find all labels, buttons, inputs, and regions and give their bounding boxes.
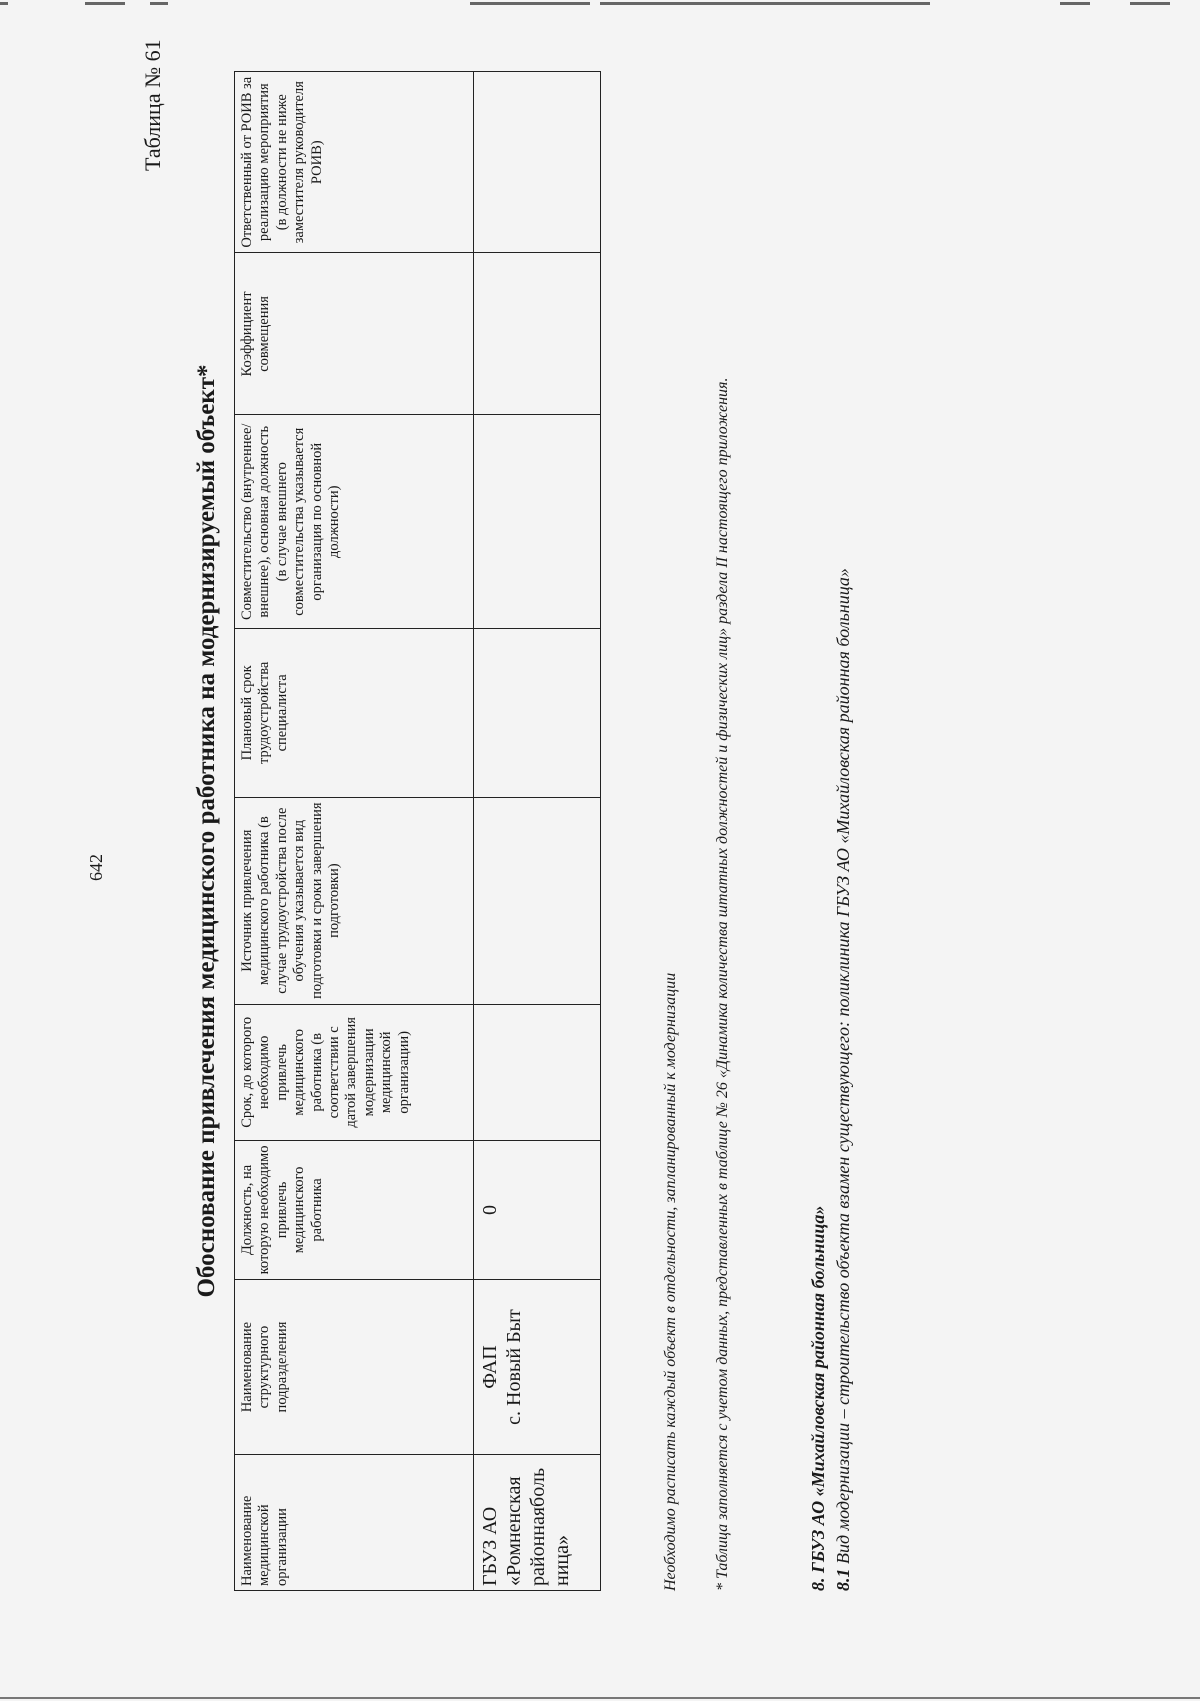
header-combination: Совместительство (внутреннее/внешнее), основная должность (в случае внешнего совместительства указывается организация по основной должности) <box>235 415 474 629</box>
header-unit: Наименование структурного подразделения <box>235 1280 474 1455</box>
header-source: Источник привлечения медицинского работника (в случае трудоустройства после обучения указывается вид подготовки и сроки завершения подготовки) <box>235 797 474 1004</box>
cell-organization: ГБУЗ АО «Ромненская районнаяболь ница» <box>474 1454 601 1590</box>
page-number: 642 <box>86 854 106 881</box>
justification-table <box>234 71 601 1591</box>
cell-unit <box>474 1280 601 1455</box>
section-title: ГБУЗ АО «Михайловская районная больница» <box>808 1205 828 1573</box>
header-deadline: Срок, до которого необходимо привлечь медицинского работника (в соответствии с датой завершения модернизации медицинской организации) <box>235 1004 474 1140</box>
section-heading <box>808 1206 829 1591</box>
page-title: Обоснование привлечения медицинского работника на модернизируемый объект* <box>193 364 220 1298</box>
table-row <box>474 72 601 1591</box>
subsection-heading <box>833 568 854 1591</box>
cell-coefficient <box>474 253 601 415</box>
subsection-text: Вид модернизации – строительство объекта взамен существующего: поликлиника ГБУЗ АО «Михайловская районная больница» <box>833 568 853 1564</box>
header-responsible: Ответственный от РОИВ за реализацию мероприятия (в должности не ниже заместителя руководителя РОИВ) <box>235 72 474 253</box>
cell-unit-line1: ФАП <box>479 1345 501 1389</box>
cell-responsible <box>474 72 601 253</box>
cell-unit-line2: с. Новый Быт <box>503 1309 525 1425</box>
cell-combination <box>474 415 601 629</box>
footnote: * Таблица заполняется с учетом данных, представленных в таблице № 26 «Динамика количества штатных должностей и физических лиц» раздела II настоящего приложения. <box>714 377 731 1591</box>
cell-source <box>474 797 601 1004</box>
note-required: Необходимо расписать каждый объект в отдельности, запланированный к модернизации <box>662 972 679 1591</box>
cell-position: 0 <box>474 1140 601 1279</box>
table-caption: Таблица № 61 <box>140 39 165 171</box>
cell-planned-date <box>474 629 601 797</box>
header-coefficient: Коэффициент совмещения <box>235 253 474 415</box>
header-position: Должность, на которую необходимо привлечь медицинского работника <box>235 1140 474 1279</box>
subsection-number: 8.1 <box>833 1568 853 1591</box>
section-number: 8. <box>808 1577 828 1591</box>
table-header-row <box>235 72 474 1591</box>
header-organization: Наименование медицинской организации <box>235 1454 474 1590</box>
header-planned-date: Плановый срок трудоустройства специалиста <box>235 629 474 797</box>
cell-deadline <box>474 1004 601 1140</box>
